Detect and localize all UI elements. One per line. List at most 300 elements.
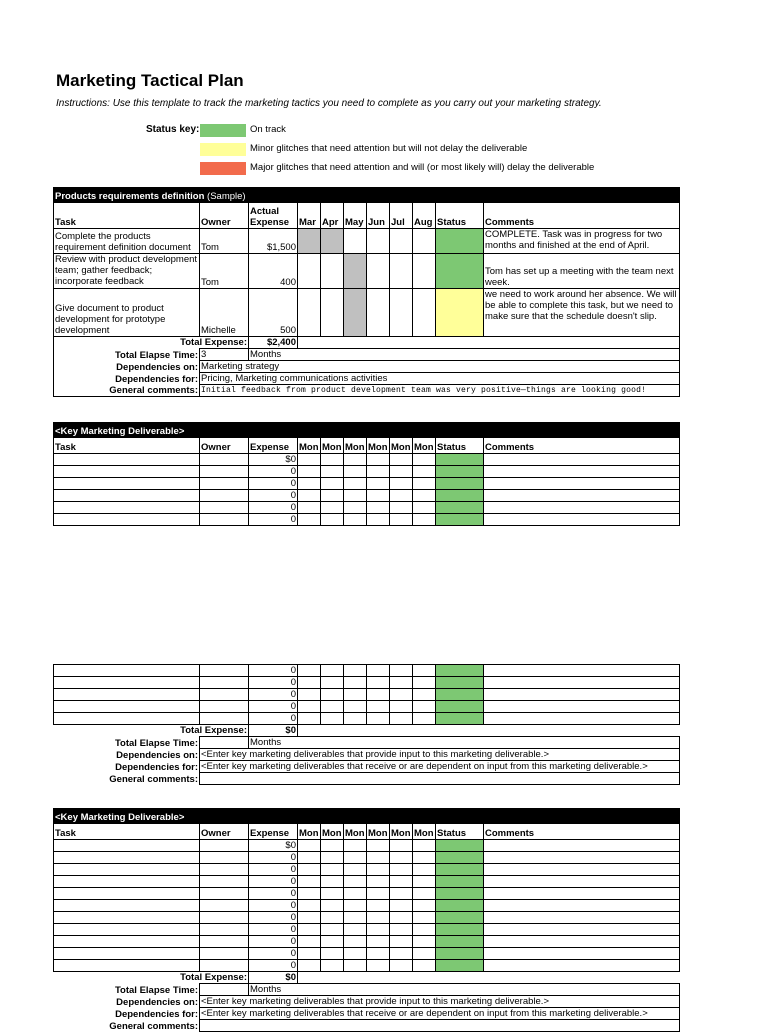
month-cell[interactable] [344,254,367,289]
status-cell[interactable] [436,229,484,254]
owner-cell[interactable] [200,912,249,924]
expense-cell[interactable]: 0 [249,936,298,948]
month-cell[interactable] [390,478,413,490]
comments-cell[interactable] [484,490,680,502]
month-cell[interactable] [344,289,367,337]
month-cell[interactable] [413,466,436,478]
status-cell[interactable] [436,466,484,478]
expense-cell[interactable]: 0 [249,888,298,900]
task-cell[interactable] [54,689,200,701]
month-cell[interactable] [367,864,390,876]
month-cell[interactable] [321,900,344,912]
expense-cell[interactable]: 0 [249,466,298,478]
month-cell[interactable] [298,912,321,924]
task-cell[interactable] [54,454,200,466]
comments-cell[interactable] [484,840,680,852]
month-cell[interactable] [367,677,390,689]
owner-cell[interactable] [200,689,249,701]
comments-cell[interactable] [484,454,680,466]
month-cell[interactable] [321,876,344,888]
month-cell[interactable] [321,888,344,900]
expense-cell[interactable]: 0 [249,900,298,912]
expense-cell[interactable]: 0 [249,948,298,960]
month-cell[interactable] [390,665,413,677]
month-cell[interactable] [390,864,413,876]
month-cell[interactable] [390,490,413,502]
month-cell[interactable] [321,229,344,254]
month-cell[interactable] [413,936,436,948]
month-cell[interactable] [321,454,344,466]
month-cell[interactable] [390,900,413,912]
summary-row [54,761,680,773]
month-cell[interactable] [367,900,390,912]
month-cell[interactable] [321,478,344,490]
expense-cell[interactable]: 500 [249,289,298,337]
month-cell[interactable] [390,289,413,337]
month-cell[interactable] [413,924,436,936]
expense-cell[interactable]: 0 [249,852,298,864]
owner-cell[interactable] [200,490,249,502]
month-cell[interactable] [390,924,413,936]
month-cell[interactable] [298,478,321,490]
month-cell[interactable] [321,924,344,936]
month-cell[interactable] [298,514,321,526]
task-cell[interactable] [54,502,200,514]
expense-cell[interactable]: 0 [249,490,298,502]
month-cell[interactable] [321,701,344,713]
status-cell[interactable] [436,701,484,713]
month-cell[interactable] [390,229,413,254]
status-cell[interactable] [436,689,484,701]
expense-cell[interactable]: $0 [249,840,298,852]
month-cell[interactable] [344,960,367,972]
month-cell[interactable] [367,701,390,713]
task-cell[interactable] [54,948,200,960]
month-cell[interactable] [413,701,436,713]
comments-cell[interactable] [484,689,680,701]
dep-for-value[interactable]: Pricing, Marketing communications activities [200,373,680,385]
owner-cell[interactable] [200,677,249,689]
month-cell[interactable] [413,876,436,888]
month-cell[interactable] [367,502,390,514]
status-cell[interactable] [436,888,484,900]
general-comments-value[interactable] [200,773,680,785]
month-cell[interactable] [298,466,321,478]
comments-cell[interactable] [484,713,680,725]
month-cell[interactable] [298,701,321,713]
comments-cell[interactable] [484,852,680,864]
owner-cell[interactable] [200,514,249,526]
month-cell[interactable] [344,948,367,960]
owner-cell[interactable] [200,665,249,677]
comments-cell[interactable] [484,948,680,960]
month-cell[interactable] [390,948,413,960]
month-cell[interactable] [321,713,344,725]
task-cell[interactable] [54,912,200,924]
month-cell[interactable] [413,490,436,502]
expense-cell[interactable]: $1,500 [249,229,298,254]
owner-cell[interactable] [200,876,249,888]
month-cell[interactable] [344,514,367,526]
comments-cell[interactable] [484,936,680,948]
task-cell[interactable] [54,876,200,888]
month-cell[interactable] [344,478,367,490]
task-cell[interactable] [54,900,200,912]
owner-cell[interactable] [200,936,249,948]
dep-for-value[interactable]: <Enter key marketing deliverables that receive or are dependent on input from this marketing deliverable.> [200,761,680,773]
month-cell[interactable] [321,864,344,876]
month-cell[interactable] [413,689,436,701]
month-cell[interactable] [367,960,390,972]
month-cell[interactable] [298,900,321,912]
month-cell[interactable] [298,948,321,960]
month-cell[interactable] [298,254,321,289]
task-cell[interactable] [54,665,200,677]
month-cell[interactable] [390,876,413,888]
status-cell[interactable] [436,454,484,466]
elapse-value[interactable]: 3 [200,349,249,361]
month-cell[interactable] [344,900,367,912]
month-cell[interactable] [367,466,390,478]
month-cell[interactable] [390,852,413,864]
month-cell[interactable] [413,229,436,254]
month-cell[interactable] [367,689,390,701]
task-cell[interactable] [54,701,200,713]
month-cell[interactable] [321,677,344,689]
dep-on-value[interactable]: <Enter key marketing deliverables that provide input to this marketing deliverable.> [200,996,680,1008]
month-cell[interactable] [321,936,344,948]
month-cell[interactable] [413,677,436,689]
comments-cell[interactable]: COMPLETE. Task was in progress for two months and finished at the end of April. [484,229,680,254]
owner-cell[interactable] [200,478,249,490]
month-cell[interactable] [298,289,321,337]
month-cell[interactable] [367,840,390,852]
month-cell[interactable] [298,677,321,689]
status-cell[interactable] [436,490,484,502]
status-cell[interactable] [436,900,484,912]
month-cell[interactable] [344,936,367,948]
task-cell[interactable] [54,677,200,689]
col-month: Mon [344,824,367,840]
month-cell[interactable] [298,960,321,972]
comments-cell[interactable] [484,876,680,888]
month-cell[interactable] [413,254,436,289]
elapse-value[interactable] [200,737,249,749]
month-cell[interactable] [344,701,367,713]
month-cell[interactable] [413,454,436,466]
owner-cell[interactable]: Tom [200,254,249,289]
month-cell[interactable] [367,888,390,900]
summary-row [54,385,680,397]
month-cell[interactable] [298,876,321,888]
owner-cell[interactable] [200,960,249,972]
month-cell[interactable] [344,466,367,478]
comments-cell[interactable] [484,900,680,912]
table-row [54,229,680,254]
month-cell[interactable] [344,677,367,689]
task-cell[interactable] [54,466,200,478]
month-cell[interactable] [413,713,436,725]
comments-cell[interactable]: we need to work around her absence. We will be able to complete this task, but we need to make sure that the schedule doesn't slip. [484,289,680,337]
month-cell[interactable] [367,713,390,725]
comments-cell[interactable] [484,514,680,526]
task-cell[interactable]: Give document to product development for prototype development [54,289,200,337]
month-cell[interactable] [367,254,390,289]
status-cell[interactable] [436,514,484,526]
comments-cell[interactable] [484,701,680,713]
month-cell[interactable] [321,514,344,526]
month-cell[interactable] [344,924,367,936]
comments-cell[interactable] [484,677,680,689]
comments-cell[interactable] [484,665,680,677]
expense-cell[interactable]: 0 [249,864,298,876]
month-cell[interactable] [344,689,367,701]
month-cell[interactable] [413,665,436,677]
status-cell[interactable] [436,713,484,725]
month-cell[interactable] [367,665,390,677]
month-cell[interactable] [321,490,344,502]
month-cell[interactable] [413,852,436,864]
status-cell[interactable] [436,912,484,924]
month-cell[interactable] [413,502,436,514]
elapse-unit: Months [249,349,680,361]
owner-cell[interactable] [200,701,249,713]
table-row [54,665,680,677]
month-cell[interactable] [390,677,413,689]
month-cell[interactable] [298,936,321,948]
expense-cell[interactable]: 0 [249,876,298,888]
month-cell[interactable] [367,948,390,960]
task-cell[interactable] [54,490,200,502]
month-cell[interactable] [367,936,390,948]
month-cell[interactable] [344,713,367,725]
month-cell[interactable] [367,912,390,924]
task-cell[interactable] [54,713,200,725]
expense-cell[interactable]: 0 [249,701,298,713]
col-month: Mon [413,824,436,840]
owner-cell[interactable] [200,454,249,466]
month-cell[interactable] [344,852,367,864]
task-cell[interactable] [54,936,200,948]
month-cell[interactable] [298,888,321,900]
month-cell[interactable] [298,924,321,936]
task-cell[interactable] [54,888,200,900]
general-comments-value[interactable]: Initial feedback from product development team was very positive—things are looking good! [200,385,680,397]
month-cell[interactable] [390,840,413,852]
month-cell[interactable] [390,888,413,900]
month-cell[interactable] [413,514,436,526]
month-cell[interactable] [321,502,344,514]
month-cell[interactable] [344,912,367,924]
month-cell[interactable] [321,960,344,972]
month-cell[interactable] [390,713,413,725]
month-cell[interactable] [390,912,413,924]
month-cell[interactable] [390,502,413,514]
owner-cell[interactable] [200,852,249,864]
month-cell[interactable] [298,713,321,725]
status-cell[interactable] [436,864,484,876]
month-cell[interactable] [390,454,413,466]
comments-cell[interactable] [484,924,680,936]
comments-cell[interactable] [484,502,680,514]
comments-cell[interactable] [484,466,680,478]
owner-cell[interactable] [200,924,249,936]
total-expense-value: $0 [249,972,298,984]
month-cell[interactable] [321,948,344,960]
status-cell[interactable] [436,254,484,289]
owner-cell[interactable] [200,888,249,900]
comments-cell[interactable] [484,864,680,876]
month-cell[interactable] [321,289,344,337]
expense-cell[interactable]: 0 [249,677,298,689]
month-cell[interactable] [321,689,344,701]
section-deliverable-table-continued [53,664,680,785]
expense-cell[interactable]: 0 [249,713,298,725]
status-cell[interactable] [436,936,484,948]
status-cell[interactable] [436,960,484,972]
status-cell[interactable] [436,840,484,852]
task-cell[interactable] [54,960,200,972]
comments-cell[interactable] [484,888,680,900]
task-cell[interactable]: Review with product development team; gather feedback; incorporate feedback [54,254,200,289]
expense-cell[interactable]: 0 [249,502,298,514]
month-cell[interactable] [390,514,413,526]
expense-cell[interactable]: $0 [249,454,298,466]
status-cell[interactable] [436,677,484,689]
status-cell[interactable] [436,852,484,864]
expense-cell[interactable]: 0 [249,665,298,677]
task-cell[interactable] [54,924,200,936]
month-cell[interactable] [298,502,321,514]
month-cell[interactable] [390,254,413,289]
month-cell[interactable] [413,960,436,972]
month-cell[interactable] [298,852,321,864]
month-cell[interactable] [413,900,436,912]
month-cell[interactable] [321,852,344,864]
month-cell[interactable] [390,701,413,713]
owner-cell[interactable] [200,502,249,514]
month-cell[interactable] [344,864,367,876]
month-cell[interactable] [298,490,321,502]
month-cell[interactable] [390,960,413,972]
month-cell[interactable] [367,490,390,502]
month-cell[interactable] [413,912,436,924]
month-cell[interactable] [367,478,390,490]
task-cell[interactable] [54,514,200,526]
month-cell[interactable] [344,490,367,502]
month-cell[interactable] [367,852,390,864]
month-cell[interactable] [344,876,367,888]
month-cell[interactable] [344,502,367,514]
owner-cell[interactable] [200,840,249,852]
dep-for-value[interactable]: <Enter key marketing deliverables that receive or are dependent on input from this marketing deliverable.> [200,1008,680,1020]
comments-cell[interactable] [484,960,680,972]
comments-cell[interactable]: Tom has set up a meeting with the team next week. [484,254,680,289]
month-cell[interactable] [344,840,367,852]
month-cell[interactable] [298,840,321,852]
month-cell[interactable] [321,840,344,852]
task-cell[interactable]: Complete the products requirement definition document [54,229,200,254]
month-cell[interactable] [413,289,436,337]
expense-cell[interactable]: 0 [249,960,298,972]
dep-on-value[interactable]: Marketing strategy [200,361,680,373]
month-cell[interactable] [298,665,321,677]
month-cell[interactable] [367,876,390,888]
status-cell[interactable] [436,948,484,960]
owner-cell[interactable] [200,864,249,876]
task-cell[interactable] [54,478,200,490]
status-cell[interactable] [436,502,484,514]
expense-cell[interactable]: 400 [249,254,298,289]
month-cell[interactable] [321,665,344,677]
month-cell[interactable] [367,289,390,337]
month-cell[interactable] [298,229,321,254]
task-cell[interactable] [54,852,200,864]
comments-cell[interactable] [484,912,680,924]
month-cell[interactable] [344,229,367,254]
elapse-value[interactable] [200,984,249,996]
month-cell[interactable] [321,466,344,478]
month-cell[interactable] [321,254,344,289]
month-cell[interactable] [367,454,390,466]
owner-cell[interactable] [200,900,249,912]
owner-cell[interactable]: Tom [200,229,249,254]
month-cell[interactable] [367,514,390,526]
owner-cell[interactable]: Michelle [200,289,249,337]
status-cell[interactable] [436,876,484,888]
task-cell[interactable] [54,864,200,876]
month-cell[interactable] [413,888,436,900]
month-cell[interactable] [413,948,436,960]
month-cell[interactable] [321,912,344,924]
col-task: Task [54,203,200,229]
status-cell[interactable] [436,478,484,490]
status-cell[interactable] [436,665,484,677]
owner-cell[interactable] [200,948,249,960]
month-cell[interactable] [390,936,413,948]
month-cell[interactable] [413,864,436,876]
summary-row [54,737,680,749]
month-cell[interactable] [390,689,413,701]
month-cell[interactable] [390,466,413,478]
owner-cell[interactable] [200,466,249,478]
expense-cell[interactable]: 0 [249,478,298,490]
month-cell[interactable] [413,478,436,490]
month-cell[interactable] [344,888,367,900]
status-cell[interactable] [436,289,484,337]
dep-on-value[interactable]: <Enter key marketing deliverables that provide input to this marketing deliverable.> [200,749,680,761]
month-cell[interactable] [367,229,390,254]
task-cell[interactable] [54,840,200,852]
month-cell[interactable] [298,689,321,701]
owner-cell[interactable] [200,713,249,725]
expense-cell[interactable]: 0 [249,689,298,701]
comments-cell[interactable] [484,478,680,490]
month-cell[interactable] [413,840,436,852]
status-cell[interactable] [436,924,484,936]
month-cell[interactable] [344,454,367,466]
general-comments-value[interactable] [200,1020,680,1032]
month-cell[interactable] [298,454,321,466]
instructions-text: Instructions: Use this template to track the marketing tactics you need to complete as you carry out your marketing strategy. [56,98,602,109]
summary-row [54,337,680,349]
expense-cell[interactable]: 0 [249,912,298,924]
month-cell[interactable] [298,864,321,876]
month-cell[interactable] [367,924,390,936]
month-cell[interactable] [344,665,367,677]
expense-cell[interactable]: 0 [249,924,298,936]
expense-cell[interactable]: 0 [249,514,298,526]
